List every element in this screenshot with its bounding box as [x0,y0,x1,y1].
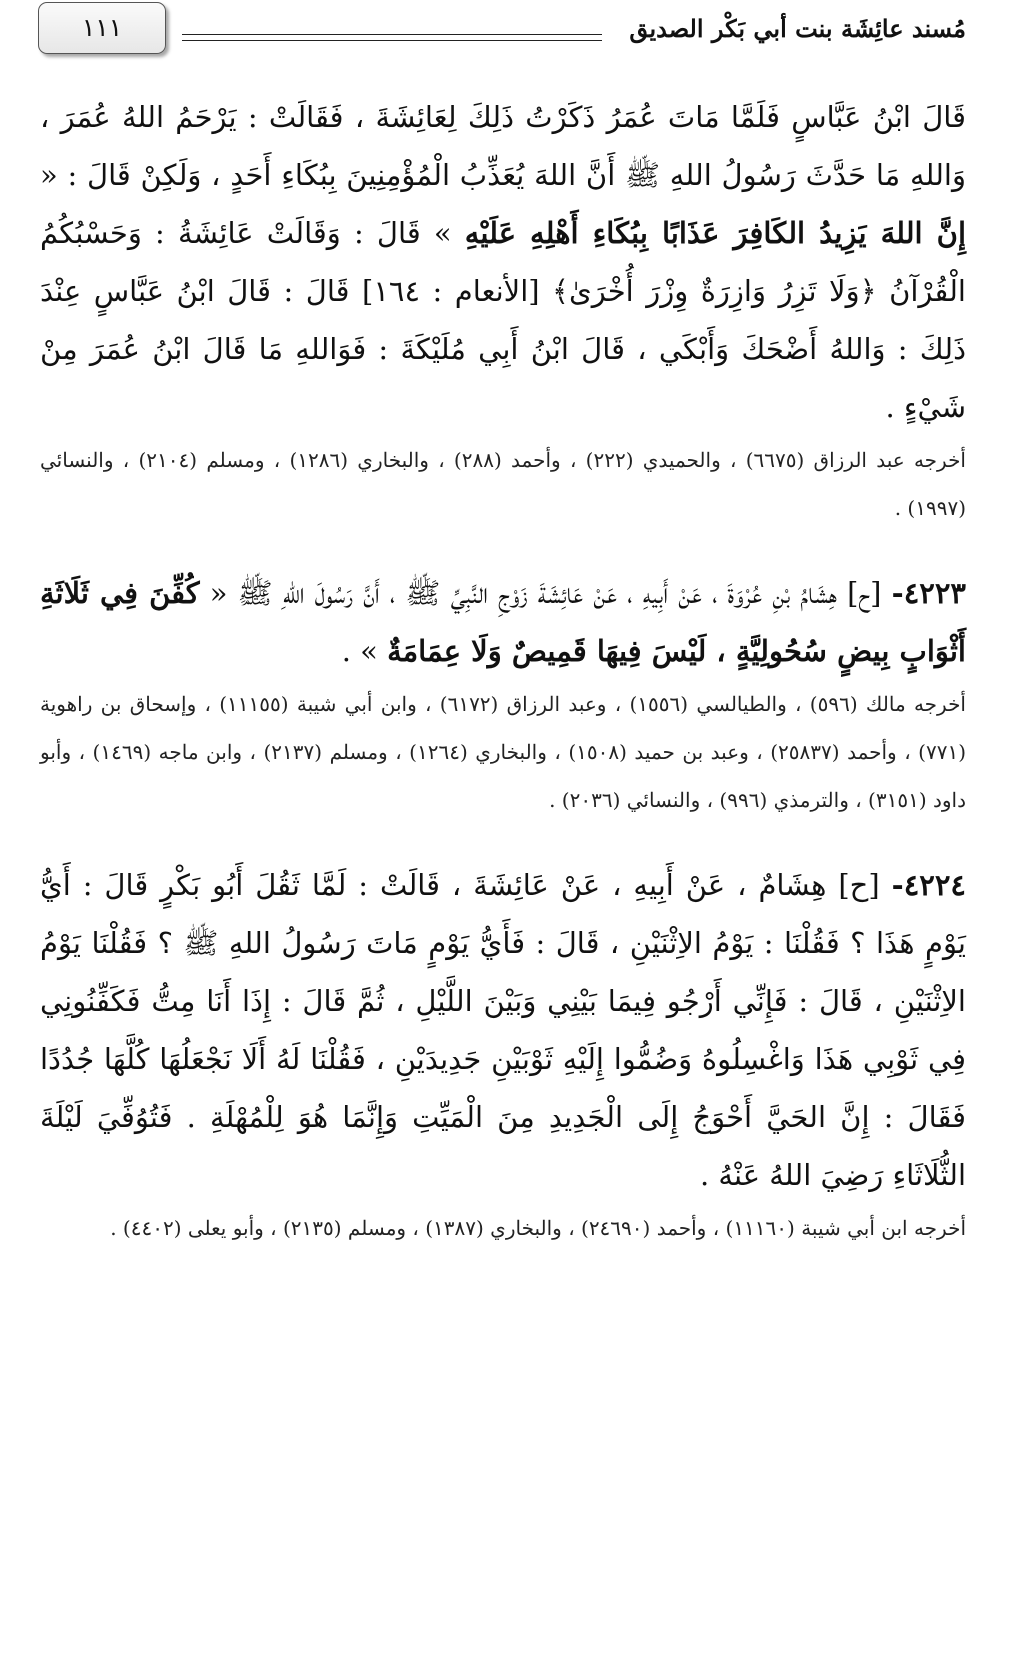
hadith-body: قَالَ ابْنُ عَبَّاسٍ فَلَمَّا مَاتَ عُمَرُ ذَكَرْتُ ذَلِكَ لِعَائِشَةَ ، فَقَالَتْ : يَرْحَمُ اللهُ عُمَرَ ، وَاللهِ مَا حَدَّثَ رَسُولُ اللهِ ﷺ أَنَّ اللهَ يُعَذِّبُ الْمُؤْمِنِينَ بِبُكَاءِ أَحَدٍ ، وَلَكِنْ قَالَ : « [40,100,966,192]
prophetic-quote: كُفِّنَ فِي ثَلَاثَةِ أَثْوَابٍ بِيضٍ سُحُولِيَّةٍ ، لَيْسَ فِيهَا قَمِيصٌ وَلَا عِمَامَةٌ [40,576,966,668]
spacer [40,532,966,564]
page-number: ١١١ [38,2,166,54]
takhrij-note: أخرجه مالك (٥٩٦) ، والطيالسي (١٥٥٦) ، وعبد الرزاق (٦١٧٢) ، وابن أبي شيبة (١١١٥٥) ، وإسحاق بن راهوية (٧٧١) ، وأحمد (٢٥٨٣٧) ، وعبد بن حميد (١٥٠٨) ، والبخاري (١٢٦٤) ، ومسلم (٢١٣٧) ، وابن ماجه (١٤٦٩) ، وأبو داود (٣١٥١) ، والترمذي (٩٩٦) ، والنسائي (٢٠٣٦) . [40,692,967,812]
running-title: مُسند عائِشَة بنت أبي بَكْر الصديق [629,14,966,43]
page-content [40,88,966,1252]
takhrij-note: أخرجه عبد الرزاق (٦٦٧٥) ، والحميدي (٢٢٢) ، وأحمد (٢٨٨) ، والبخاري (١٢٨٦) ، ومسلم (٢١٠٤) ، والنسائي (١٩٩٧) . [40,448,966,520]
hadith-body: [ح] هِشَامُ بْنِ عُرْوَةَ ، عَنْ أَبِيهِ ، عَنْ عَائِشَةَ زَوْجِ النَّبِيِّ ﷺ ، أَنَّ رَسُولَ اللهِ ﷺ « [209,576,882,610]
hadith-body-continued: » قَالَ : وَقَالَتْ عَائِشَةُ : وَحَسْبُكُمُ الْقُرْآنُ ﴿وَلَا تَزِرُ وَازِرَةٌ وِزْرَ أُخْرَىٰ﴾ [الأنعام : ١٦٤] قَالَ : قَالَ ابْنُ عَبَّاسٍ عِنْدَ ذَلِكَ : وَاللهُ أَضْحَكَ وَأَبْكَي ، قَالَ ابْنُ أَبِي مُلَيْكَةَ : فَوَاللهِ مَا قَالَ ابْنُ عُمَرَ مِنْ شَيْءٍ . [40,216,966,424]
spacer [40,824,966,856]
hadith-body-continued: » . [341,634,378,668]
hadith-body: [ح] هِشَامٌ ، عَنْ أَبِيهِ ، عَنْ عَائِشَةَ ، قَالَتْ : لَمَّا ثَقُلَ أَبُو بَكْرٍ قَالَ : أَيُّ يَوْمٍ هَذَا ؟ فَقُلْنَا : يَوْمُ الاِثْنَيْنِ ، قَالَ : فَأَيُّ يَوْمٍ مَاتَ رَسُولُ اللهِ ﷺ ؟ فَقُلْنَا يَوْمُ الاِثْنَيْنِ ، قَالَ : فَإِنِّي أَرْجُو فِيمَا بَيْنِي وَبَيْنَ اللَّيْلِ ، ثُمَّ قَالَ : إِذَا أَنَا مِتُّ فَكَفِّنُونِي فِي ثَوْبِي هَذَا وَاغْسِلُوهُ وَضُمُّوا إِلَيْهِ ثَوْبَيْنِ جَدِيدَيْنِ ، فَقُلْنَا لَهُ أَلَا نَجْعَلُهَا كُلَّهَا جُدُدًا فَقَالَ : إِنَّ الحَيَّ أَحْوَجُ إِلَى الْجَدِيدِ مِنَ الْمَيِّتِ وَإِنَّمَا هُوَ لِلْمُهْلَةِ . فَتُوُفِّيَ لَيْلَةَ الثُّلَاثَاءِ رَضِيَ اللهُ عَنْهُ . [40,868,966,1192]
hadith-text [40,564,966,680]
hadith-text [40,856,966,1204]
prophetic-quote: إِنَّ اللهَ يَزِيدُ الكَافِرَ عَذَابًا بِبُكَاءِ أَهْلِهِ عَلَيْهِ [464,216,967,250]
hadith-number: ٤٢٢٣- [891,576,966,610]
hadith-number: ٤٢٢٤- [891,868,967,902]
header-rule [182,34,602,41]
page-header [0,0,1010,64]
takhrij-note: أخرجه ابن أبي شيبة (١١١٦٠) ، وأحمد (٢٤٦٩٠) ، والبخاري (١٣٨٧) ، ومسلم (٢١٣٥) ، وأبو يعلى (٤٤٠٢) . [110,1216,966,1240]
hadith-text [40,88,966,436]
